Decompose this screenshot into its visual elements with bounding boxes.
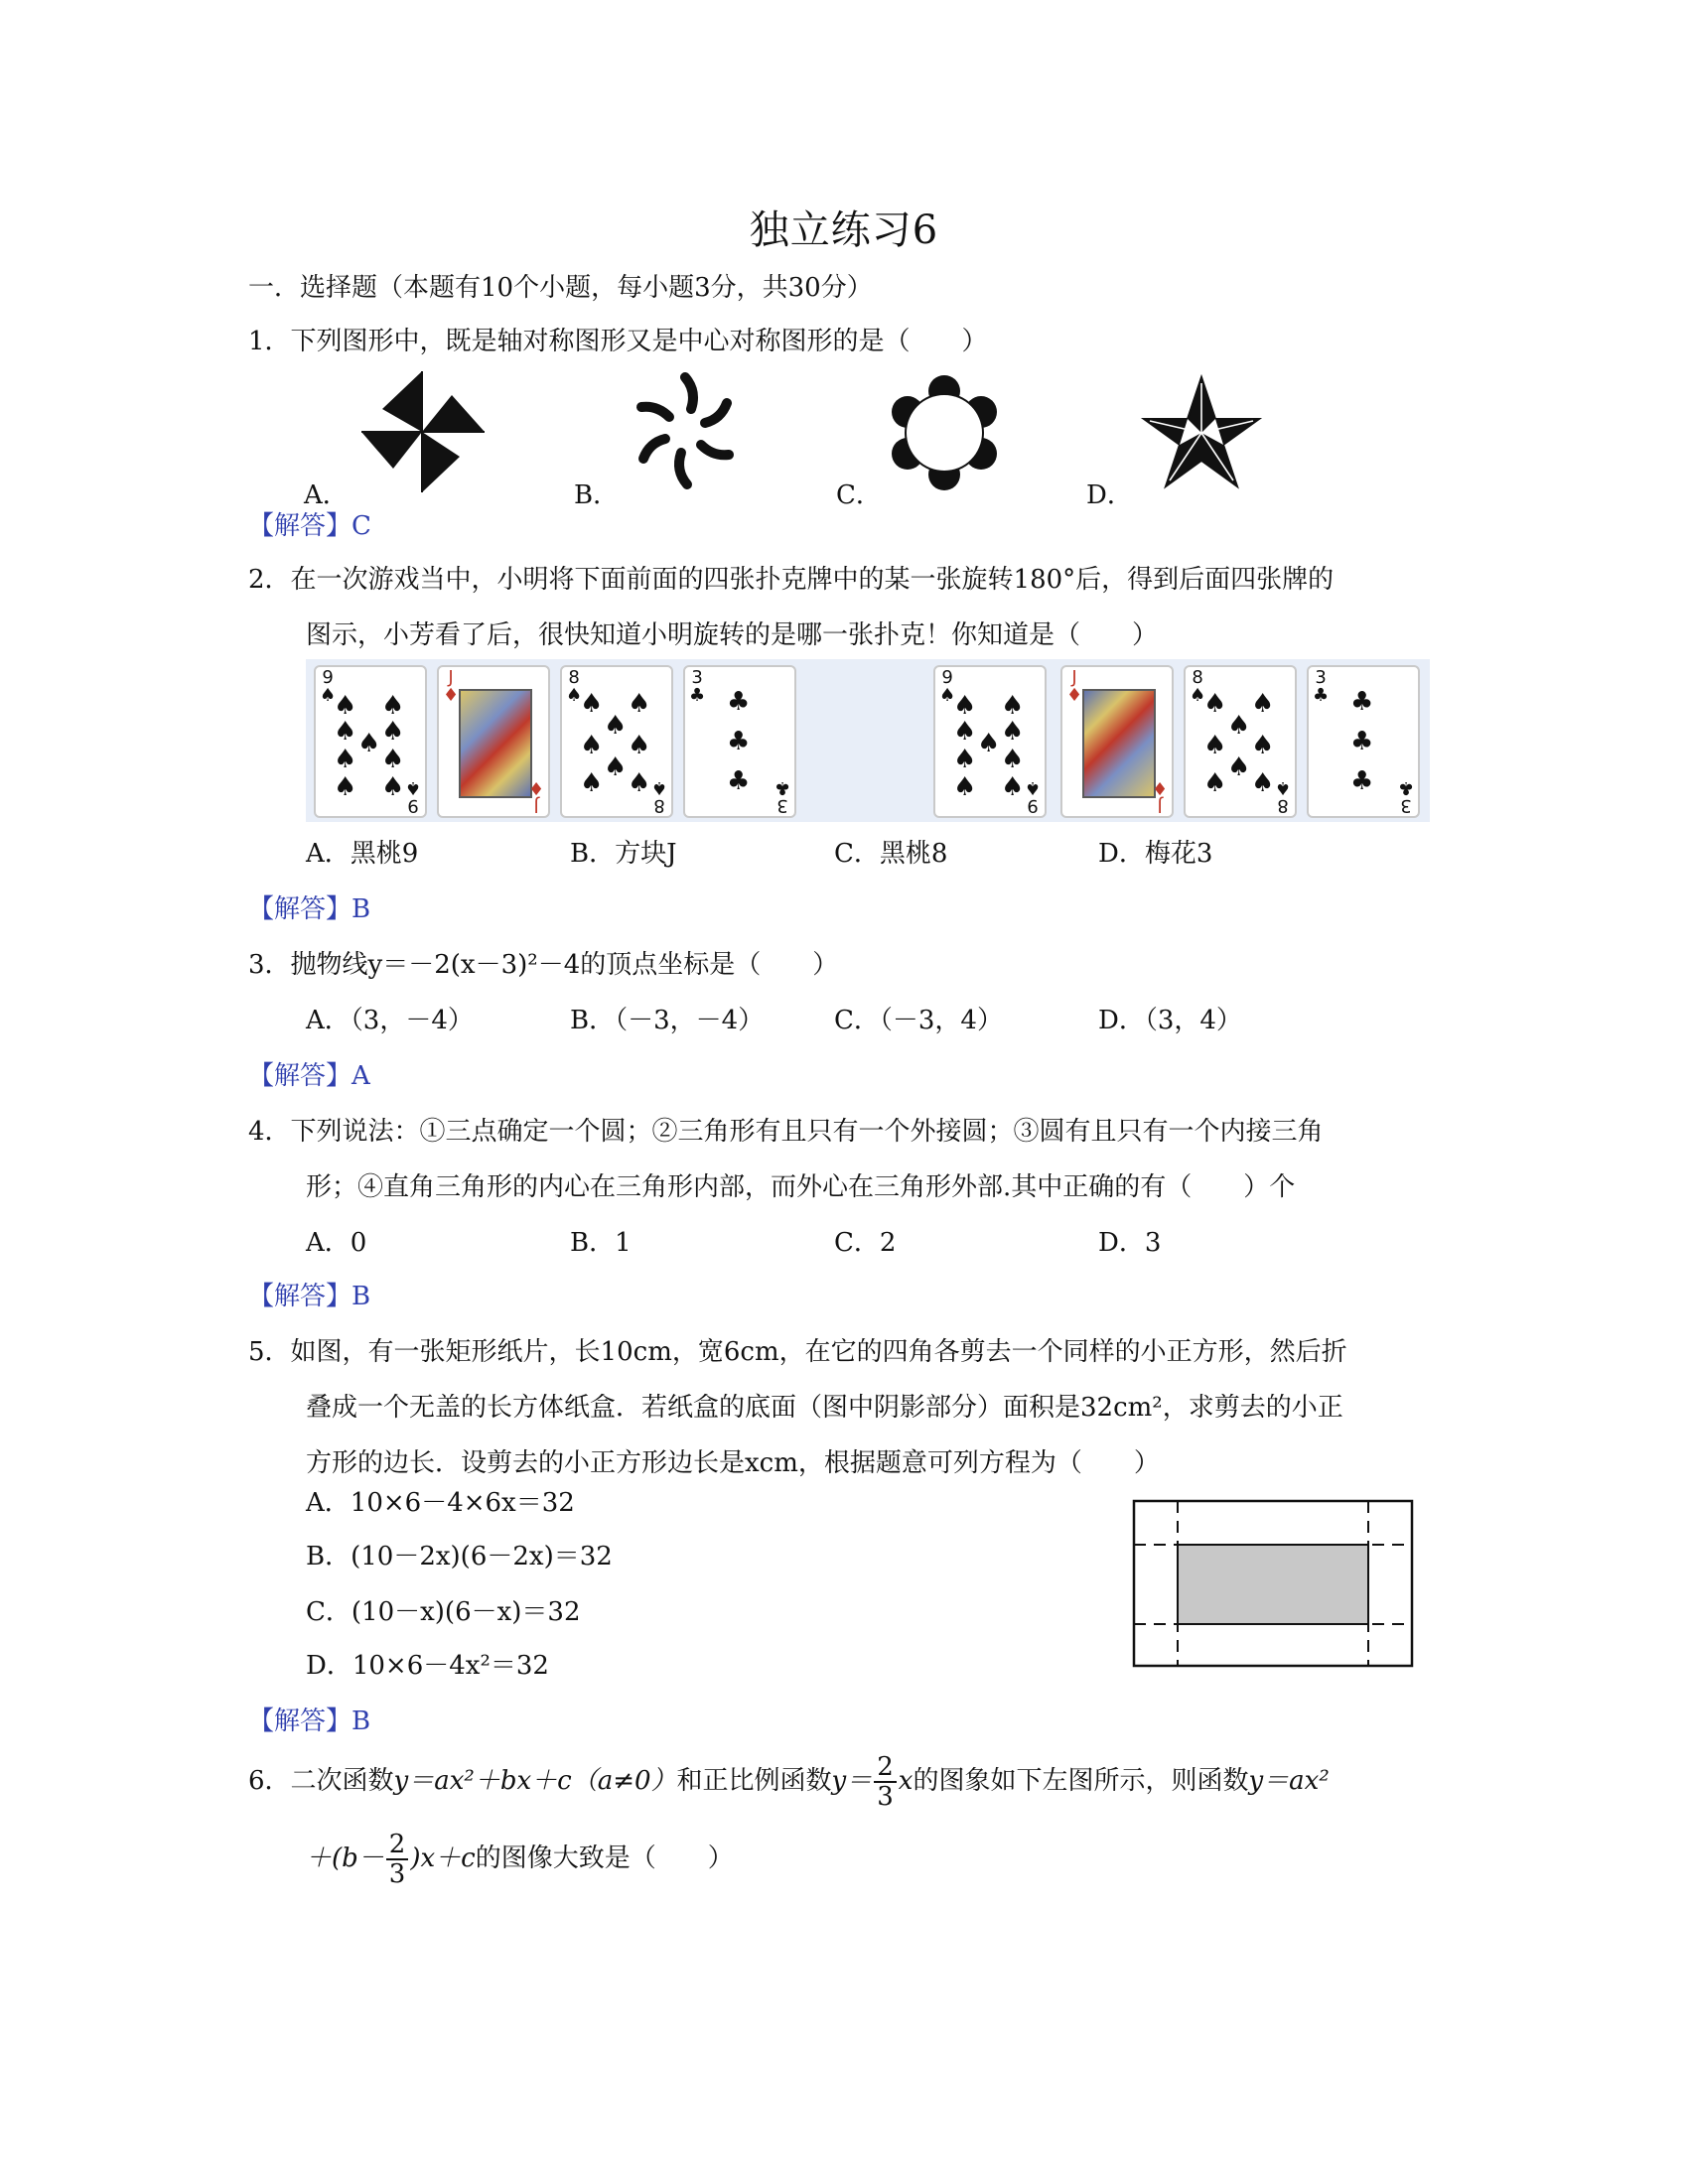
q6-text: 6．二次函数 [248,1766,394,1796]
q6-line1 [248,1751,1330,1811]
q6-target-term: )x＋c [410,1843,476,1873]
q1-answer-value: C [352,511,371,541]
rectangle-paper-diagram [1132,1499,1416,1670]
q4-option-d: D．3 [1098,1228,1162,1258]
jack-face-art [459,689,532,798]
q4-answer-tag: 【解答】 [248,1282,352,1311]
q2-option-b: B．方块J [570,839,677,869]
card-before-diamond-j: J ♦ J ♦ [437,665,550,818]
q4-option-b: B．1 [570,1228,632,1258]
q4-option-a: A．0 [306,1228,367,1258]
q5-option-b: B．(10－2x)(6－2x)＝32 [306,1542,613,1571]
q6-quadratic: y＝ax²＋bx＋c（a≠0） [393,1766,677,1796]
q2-answer-value: B [352,894,371,924]
q2-stem-line2: 图示，小芳看了后，很快知道小明旋转的是哪一张扑克！你知道是（ ） [306,620,1159,650]
q2-answer-tag: 【解答】 [248,894,352,924]
q6-text: 的图像大致是（ ） [475,1843,734,1873]
q6-linear-lhs: y＝ [831,1766,873,1796]
q6-text: 和正比例函数 [676,1766,832,1796]
q3-option-b: B．（－3，－4） [570,1006,765,1035]
q1-answer-tag: 【解答】 [248,511,352,541]
q5-stem-line2: 叠成一个无盖的长方体纸盒．若纸盒的底面（图中阴影部分）面积是32cm²，求剪去的小正 [306,1393,1343,1423]
q3-option-a: A．（3，－4） [306,1006,474,1035]
q2-option-a: A．黑桃9 [306,839,419,869]
q4-answer-value: B [352,1282,371,1311]
q2-stem-line1: 2．在一次游戏当中，小明将下面前面的四张扑克牌中的某一张旋转180°后，得到后面四张牌的 [248,565,1335,595]
q5-answer [248,1704,370,1739]
q1-option-d-label: D． [1086,480,1133,510]
q5-option-c: C．(10－x)(6－x)＝32 [306,1597,581,1627]
page-title: 独立练习6 [749,207,939,253]
card-after-spade-9: 9 ♠ ♠ ♠ ♠ ♠ ♠ ♠ ♠ ♠ ♠ 9 ♠ [933,665,1047,818]
q3-stem: 3．抛物线y＝－2(x－3)²－4的顶点坐标是（ ） [248,950,839,980]
q4-answer [248,1279,370,1314]
q5-answer-tag: 【解答】 [248,1706,352,1736]
card-rank: 9 ♠ [320,667,337,706]
q6-target-term: ＋(b－ [306,1843,384,1873]
q3-answer-tag: 【解答】 [248,1061,352,1091]
q6-linear-x: x [898,1766,914,1796]
q1-option-b-label: B． [574,480,620,510]
q3-answer-value: A [352,1061,370,1091]
q4-option-c: C．2 [834,1228,897,1258]
q6-text: 的图象如下左图所示，则函数 [913,1766,1249,1796]
q3-option-c: C．（－3，4） [834,1006,1003,1035]
q6-line2 [306,1829,734,1888]
fraction-two-thirds: $\frac{2}{3}$ [874,1753,897,1811]
q4-stem-line2: 形；④直角三角形的内心在三角形内部，而外心在三角形外部.其中正确的有（ ）个 [306,1172,1296,1202]
swirl-figure [626,369,745,492]
q5-option-a: A．10×6－4×6x＝32 [306,1488,575,1518]
q5-option-d: D．10×6－4x²＝32 [306,1651,549,1681]
q1-stem: 1．下列图形中，既是轴对称图形又是中心对称图形的是（ ） [248,327,988,356]
q3-answer [248,1058,370,1094]
q5-stem-line1: 5．如图，有一张矩形纸片，长10cm，宽6cm，在它的四角各剪去一个同样的小正方形，然后折 [248,1337,1347,1367]
q3-option-d: D．（3，4） [1098,1006,1242,1035]
card-before-spade-9: 9 ♠ ♠ ♠ ♠ ♠ ♠ ♠ ♠ ♠ ♠ 9 ♠ [314,665,427,818]
q4-stem-line1: 4．下列说法：①三点确定一个圆；②三角形有且只有一个外接圆；③圆有且只有一个内接三角 [248,1117,1324,1147]
star-figure [1140,373,1263,492]
section-heading: 一．选择题（本题有10个小题，每小题3分，共30分） [248,273,873,303]
q6-target-function: y＝ax² [1248,1766,1330,1796]
card-before-spade-8: 8 ♠ ♠ ♠ ♠ ♠ ♠ ♠ ♠ ♠ 8 ♠ [560,665,673,818]
card-before-club-3: 3 ♣ ♣ ♣ ♣ 3 ♣ [683,665,796,818]
card-after-diamond-j: J ♦ J ♦ [1060,665,1174,818]
q2-option-c: C．黑桃8 [834,839,948,869]
card-rank-inverted: 9 ♠ [404,777,421,816]
card-after-club-3: 3 ♣ ♣ ♣ ♣ 3 ♣ [1307,665,1420,818]
card-after-spade-8: 8 ♠ ♠ ♠ ♠ ♠ ♠ ♠ ♠ ♠ 8 ♠ [1184,665,1297,818]
jack-face-art [1082,689,1156,798]
q2-option-d: D．梅花3 [1098,839,1213,869]
fraction-two-thirds: $\frac{2}{3}$ [386,1831,409,1888]
q1-option-a-label: A． [304,480,349,510]
q5-answer-value: B [352,1706,371,1736]
q1-answer [248,508,371,544]
cards-panel [306,659,1430,822]
pinwheel-figure [357,369,487,494]
flower-ring-figure [886,375,1003,490]
q1-option-c-label: C． [836,480,882,510]
q5-stem-line3: 方形的边长．设剪去的小正方形边长是xcm，根据题意可列方程为（ ） [306,1448,1160,1478]
q2-answer [248,891,370,927]
